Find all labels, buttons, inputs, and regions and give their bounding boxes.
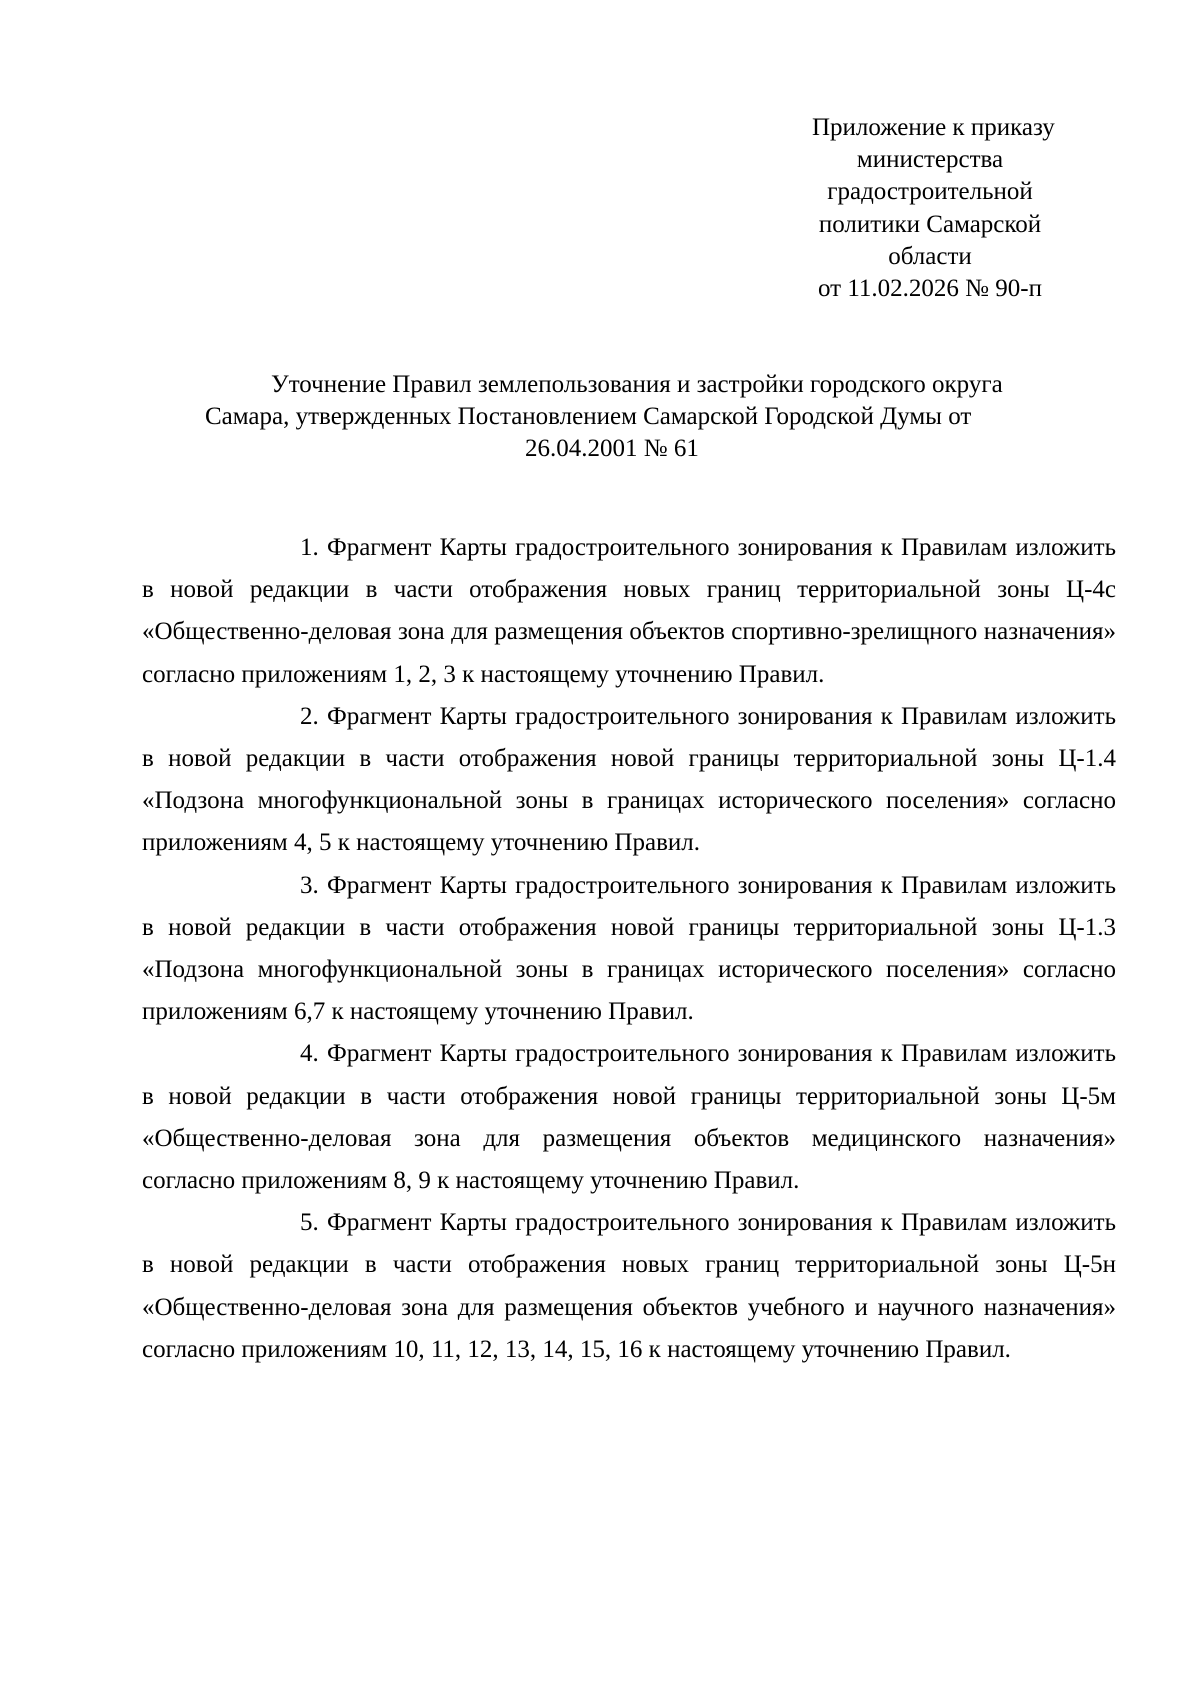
list-item xyxy=(142,1202,1116,1371)
approval-block xyxy=(812,112,1055,305)
list-item xyxy=(142,1033,1116,1202)
item-number: 4. xyxy=(300,1040,319,1068)
title-line: 26.04.2001 № 61 xyxy=(525,435,699,462)
approval-line: политики Самарской xyxy=(818,210,1042,238)
list-item xyxy=(142,696,1116,865)
approval-line: градостроительной xyxy=(827,178,1033,206)
approval-line: министерства xyxy=(856,146,1004,174)
item-text: Фрагмент Карты градостроительного зонирования к Правилам изложить в новой редакции в части отображения новых границ территориальной зоны Ц-5н «Общественно-деловая зона для размещения объектов учебного и научного назначения» согласно приложениям 10, 11, 12, 13, 14, 15, 16 к настоящему уточнению Правил. xyxy=(142,1209,1117,1363)
approval-date-number: от 11.02.2026 № 90-п xyxy=(818,275,1042,303)
approval-line: Приложение к приказу xyxy=(812,114,1055,141)
list-item xyxy=(142,527,1116,696)
item-text: Фрагмент Карты градостроительного зонирования к Правилам изложить в новой редакции в части отображения новых границ территориальной зоны Ц-4с «Общественно-деловая зона для размещения объектов спортивно-зрелищного назначения» согласно приложениям 1, 2, 3 к настоящему уточнению Правил. xyxy=(142,534,1117,688)
item-text: Фрагмент Карты градостроительного зонирования к Правилам изложить в новой редакции в части отображения новой границы территориальной зоны Ц-1.3 «Подзона многофункциональной зоны в границах исторического поселения» согласно приложениям 6,7 к настоящему уточнению Правил. xyxy=(142,871,1117,1026)
item-number: 5. xyxy=(300,1209,319,1237)
item-number: 2. xyxy=(300,702,319,730)
item-number: 1. xyxy=(300,534,319,561)
document-title xyxy=(130,369,1070,465)
approval-line: области xyxy=(888,242,972,270)
title-line: Самара, утвержденных Постановлением Самарской Городской Думы от xyxy=(205,403,972,430)
item-text: Фрагмент Карты градостроительного зонирования к Правилам изложить в новой редакции в части отображения новой границы территориальной зоны Ц-1.4 «Подзона многофункциональной зоны в границах исторического поселения» согласно приложениям 4, 5 к настоящему уточнению Правил. xyxy=(142,702,1117,857)
title-line: Уточнение Правил землепользования и застройки городского округа xyxy=(271,371,1003,398)
numbered-list xyxy=(142,527,1116,1371)
list-item xyxy=(142,865,1116,1034)
item-text: Фрагмент Карты градостроительного зонирования к Правилам изложить в новой редакции в части отображения новой границы территориальной зоны Ц-5м «Общественно-деловая зона для размещения объектов медицинского назначения» согласно приложениям 8, 9 к настоящему уточнению Правил. xyxy=(142,1040,1117,1195)
item-number: 3. xyxy=(300,871,319,899)
